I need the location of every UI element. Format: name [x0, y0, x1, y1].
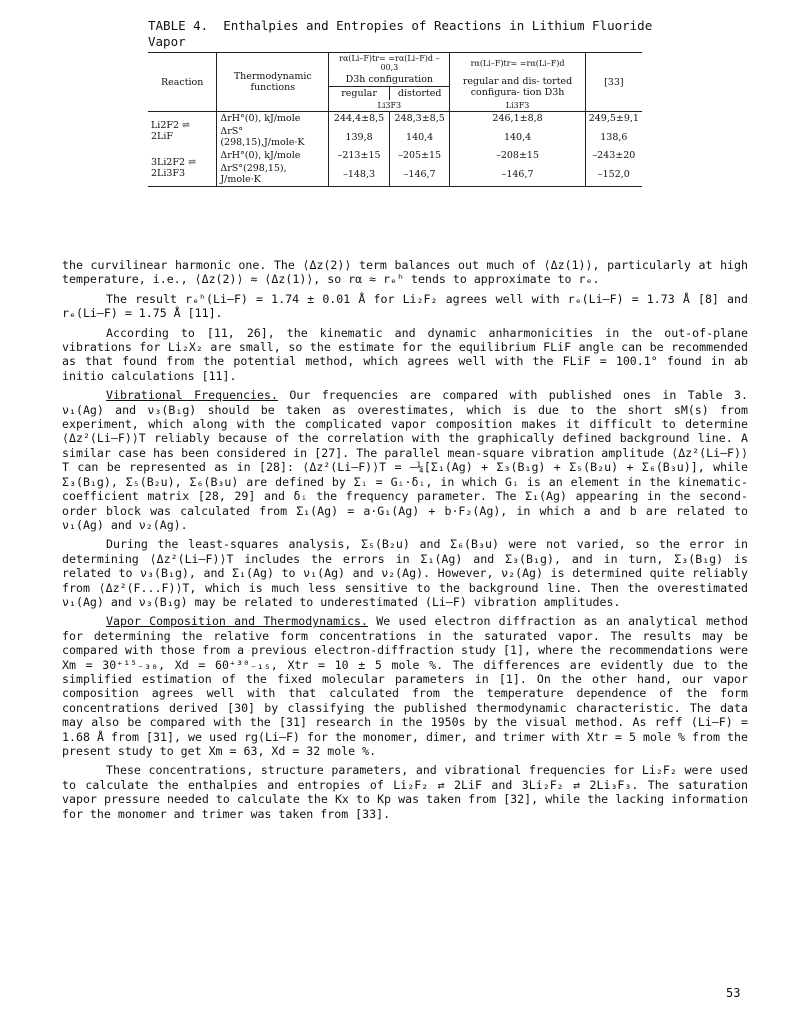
row2-c1: –208±15: [450, 149, 585, 162]
row1-a1: 244,4±8,5: [329, 112, 390, 126]
header-ref: [33]: [585, 53, 642, 112]
header-reaction: Reaction: [160, 76, 204, 88]
paragraph-4-text: Our frequencies are compared with published ones in Table 3. ν₁(Ag) and ν₃(B₁g) should be taken as overestimates, which is due to the short sM(s) from experiment, which along with the complicated vapor composition makes it difficult to determine ⟨Δz²(Li–F)⟩T reliably because of the correlation with the graphically defined background line. A similar case has been considered in [27]. The parallel mean-square vibration amplitude ⟨Δz²(Li–F)⟩T can be represented as in [28]: ⟨Δz²(Li–F)⟩T = –¼[Σ₁(Ag) + Σ₃(B₁g) + Σ₅(B₂u) + Σ₆(B₃u)], while Σ₃(B₁g), Σ₅(B₂u), Σ₆(B₃u) are defined by Σᵢ = Gᵢ·δᵢ, in which Gᵢ is an element in the kinematic-coefficient matrix [28, 29] and δᵢ the frequency parameter. The Σ₁(Ag) appearing in the second-order block was calculated from Σ₁(Ag) = a·G₁(Ag) + b·F₂(Ag), in which a and b are related to ν₁(Ag) and ν₂(Ag).: [62, 388, 748, 532]
row1-b2: 140,4: [389, 125, 450, 149]
row1-fn2: ΔrS°(298,15),J/mole·K: [217, 125, 329, 149]
row1-b1: 248,3±8,5: [389, 112, 450, 126]
row2-reaction: 3Li2F2 ⇌ 2Li3F3: [148, 149, 217, 187]
paragraph-4: [62, 388, 748, 532]
paragraph-5: During the least-squares analysis, Σ₅(B₂u) and Σ₆(B₃u) were not varied, so the error in determining ⟨Δz²(Li–F)⟩T includes the errors in Σ₁(Ag) and Σ₃(B₁g), and in turn, Σ₃(B₁g) is related to ν₃(B₁g), and Σ₁(Ag) to ν₁(Ag) and ν₂(Ag). However, ν₂(Ag) is determined quite reliably from ⟨Δz²(F...F)⟩T, which is much less sensitive to the background line. Then the overestimated ν₁(Ag) and ν₃(B₁g) may be related to underestimated (Li–F) vibration amplitudes.: [62, 537, 748, 609]
row2-d1: –243±20: [585, 149, 642, 162]
row2-fn2: ΔrS°(298,15), J/mole·K: [217, 162, 329, 187]
row2-b1: –205±15: [389, 149, 450, 162]
header-distorted: distorted: [389, 87, 450, 101]
paragraph-3: According to [11, 26], the kinematic and dynamic anharmonicities in the out-of-plane vibrations for Li₂X₂ are small, so the estimate for the equilibrium FLiF angle can be recommended as that found from the potential method, which agrees well with the FLiF = 100.1° found in ab initio calculations [11].: [62, 325, 748, 383]
header-col2-top: rα(Li–F)tr= =rα(Li–F)d: [450, 53, 585, 74]
row1-d1: 249,5±9,1: [585, 112, 642, 126]
header-regular: regular: [329, 87, 390, 101]
header-d3h: D3h configuration: [329, 73, 450, 87]
table-4: [148, 52, 642, 187]
row1-c1: 246,1±8,8: [450, 112, 585, 126]
heading-vapor-composition: Vapor Composition and Thermodynamics.: [106, 614, 369, 629]
row2-a1: –213±15: [329, 149, 390, 162]
header-li3f3-a: Li3F3: [329, 100, 450, 112]
row1-fn1: ΔrH°(0), kJ/mole: [217, 112, 329, 126]
header-li3f3-b: Li3F3: [450, 100, 585, 112]
row1-c2: 140,4: [450, 125, 585, 149]
header-thermo-functions: Thermodynamic functions: [217, 53, 329, 112]
row1-a2: 139,8: [329, 125, 390, 149]
table-caption: TABLE 4. Enthalpies and Entropies of Reactions in Lithium Fluoride Vapor: [148, 18, 653, 49]
row2-fn1: ΔrH°(0), kJ/mole: [217, 149, 329, 162]
row2-d2: –152,0: [585, 162, 642, 187]
paragraph-1: the curvilinear harmonic one. The ⟨Δz(2)⟩ term balances out much of ⟨Δz(1)⟩, particularly at high temperature, i.e., ⟨Δz(2)⟩ ≈ ⟨Δz(1)⟩, so rα ≈ rₑʰ tends to approximate to rₑ.: [62, 258, 748, 287]
header-regular-distorted: regular and dis- torted configura- tion D3h: [450, 73, 585, 100]
header-col1-top: rα(Li–F)tr= =rα(Li–F)d – 00,3: [329, 53, 450, 74]
row2-b2: –146,7: [389, 162, 450, 187]
row2-c2: –146,7: [450, 162, 585, 187]
paragraph-6: [62, 614, 748, 758]
row2-a2: –148,3: [329, 162, 390, 187]
row1-reaction: Li2F2 ⇌ 2LiF: [151, 119, 191, 142]
row1-d2: 138,6: [585, 125, 642, 149]
paragraph-6-text: We used electron diffraction as an analytical method for determining the relative form concentrations in the saturated vapor. The results may be compared with those from a previous electron-diffraction study [1], where the recommendations were Xm = 30⁺¹⁵₋₃₀, Xd = 60⁺³⁰₋₁₅, Xtr = 10 ± 5 mole %. The differences are evidently due to the simplified estimation of the fixed molecular parameters in [1]. On the other hand, our vapor composition agrees well with that calculated from the temperature dependence of the form concentrations derived [30] by classifying the published thermodynamic characteristic. The data may also be compared with the [31] research in the 1950s by the visual method. As reff (Li–F) = 1.68 Å from [31], we used rg(Li–F) for the monomer, dimer, and trimer with Xtr = 5 mole % from the present study to get Xm = 63, Xd = 32 mole %.: [62, 614, 748, 758]
page-number: 53: [726, 986, 741, 1000]
paragraph-2: The result rₑʰ(Li–F) = 1.74 ± 0.01 Å for Li₂F₂ agrees well with rₑ(Li–F) = 1.73 Å [8] and rₑ(Li–F) = 1.75 Å [11].: [62, 291, 748, 321]
paragraph-7: These concentrations, structure parameters, and vibrational frequencies for Li₂F₂ were used to calculate the enthalpies and entropies of Li₂F₂ ⇄ 2LiF and 3Li₂F₂ ⇄ 2Li₃F₃. The saturation vapor pressure needed to calculate the Kx to Kp was taken from [32], while the lacking information for the monomer and trimer was taken from [33].: [62, 763, 748, 821]
heading-vibrational-frequencies: Vibrational Frequencies.: [106, 388, 278, 403]
body-text: [62, 258, 748, 826]
